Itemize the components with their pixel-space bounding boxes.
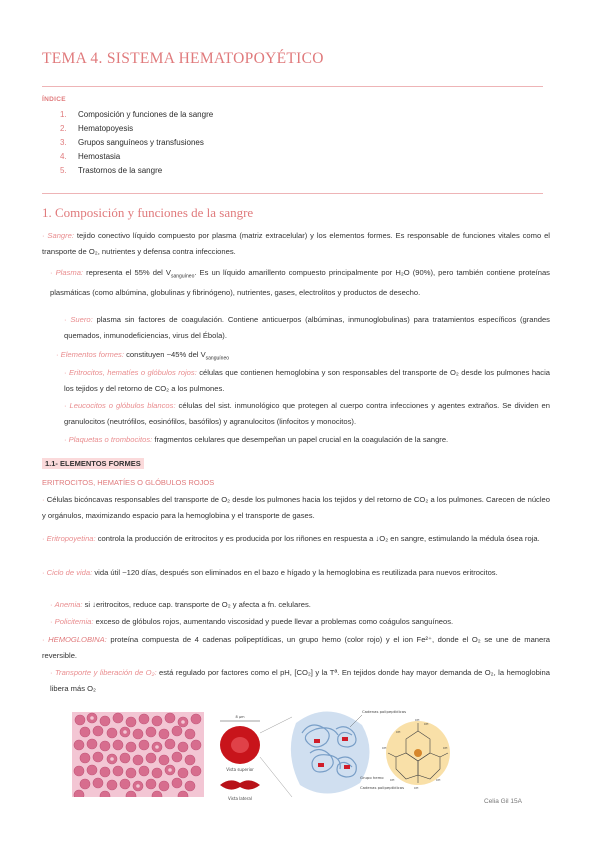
paragraph-eritropoyetina: · Eritropoyetina: controla la producción de eritrocitos y es producida por los riñones en respuesta a ↓O₂ en sangre, estimulando la médula ósea roja.: [42, 534, 540, 543]
paragraph-ciclo: · Ciclo de vida: vida útil ~120 días, después son eliminados en el bazo e hígado y la hemoglobina es reutilizada para nuevos eritrocitos.: [42, 568, 498, 577]
table-of-contents: [60, 108, 213, 178]
paragraph-transporte: · Transporte y liberación de O₂: está regulado por factores como el pH, [CO₂] y la Tª. En tejidos donde hay mayor demanda de O₂, la hemoglobina libera más O₂: [50, 668, 550, 693]
paragraph-anemia: · Anemia: si ↓eritrocitos, reduce cap. transporte de O₂ y afecta a fn. celulares.: [50, 600, 311, 609]
toc-item[interactable]: 4. Hemostasia: [60, 152, 121, 161]
svg-text:CH: CH: [382, 746, 387, 750]
page-footer: Celia Gil 15A: [484, 798, 522, 805]
index-divider: [42, 193, 543, 194]
subsection-heading: 1.1- ELEMENTOS FORMES: [42, 458, 144, 469]
label-vista-superior: Vista superior: [226, 767, 254, 772]
svg-text:8 μm: 8 μm: [235, 715, 245, 719]
page-title: TEMA 4. SISTEMA HEMATOPOYÉTICO: [42, 50, 324, 67]
paragraph-plasma: · Plasma: representa el 55% del $V_{sanguíneo}$. Es un líquido amarillento compuesto principalmente por H₂O (90%), pero también contiene proteínas plasmáticas (como albúmina, globulinas y fibrinógeno), nutrientes, gases, electrolitos y productos de desecho.: [50, 268, 550, 298]
paragraph-eritrocitos-intro: · Células bicóncavas responsables del transporte de O₂ desde los pulmones hacia los tejidos y del retorno de CO₂ a los pulmones. Carecen de núcleo y orgánulos, maximizando espacio para la hemoglobina y el transporte de gases.: [42, 495, 550, 520]
blood-smear-image: [72, 712, 204, 797]
label-hemo: Grupo hemo: [360, 775, 384, 780]
svg-text:CH: CH: [415, 718, 420, 722]
svg-text:CH: CH: [396, 730, 401, 734]
title-divider: [42, 86, 543, 87]
svg-text:CH: CH: [390, 778, 395, 782]
paragraph-formes: · Elementos formes: constituyen ~45% del $V_{sanguíneo}$: [56, 350, 230, 362]
toc-item[interactable]: 2. Hematopoyesis: [60, 124, 134, 133]
paragraph-suero: · Suero: plasma sin factores de coagulación. Contiene anticuerpos (albúminas, inmunoglobulinas) para tratamientos específicos (grandes quemados, inmunodeficiencias, virus del Ébola).: [64, 315, 550, 340]
toc-item[interactable]: 5. Trastornos de la sangre: [60, 166, 163, 175]
svg-text:CH: CH: [414, 786, 419, 790]
toc-item[interactable]: 3. Grupos sanguíneos y transfusiones: [60, 138, 204, 147]
svg-text:CH: CH: [443, 746, 448, 750]
paragraph-sangre: · Sangre: tejido conectivo líquido compuesto por plasma (matriz extracelular) y los elementos formes. Es responsable de funciones vitales como el transporte de O₂, nutrientes y defensa contra infecciones.: [42, 231, 550, 256]
svg-text:CH: CH: [424, 722, 429, 726]
section-heading: 1. Composición y funciones de la sangre: [42, 205, 254, 220]
label-vista-lateral: Vista lateral: [228, 796, 252, 801]
paragraph-hemoglobina: · HEMOGLOBINA: proteína compuesta de 4 cadenas polipeptídicas, un grupo hemo (color rojo) y el ion Fe²⁺, donde el O₂ se une de manera reversible.: [42, 635, 550, 660]
paragraph-plaquetas: · Plaquetas o trombocitos: fragmentos celulares que desempeñan un papel crucial en la coagulación de la sangre.: [64, 435, 449, 444]
paragraph-eritrocitos: · Eritrocitos, hematíes o glóbulos rojos: células que contienen hemoglobina y son responsables del transporte de O₂ desde los pulmones hacia los tejidos y del retorno de CO₂ a los pulmones.: [64, 368, 550, 393]
label-cadenas-top: Cadenas polipeptídicas: [362, 709, 407, 714]
paragraph-policitemia: · Policitemia: exceso de glóbulos rojos, aumentando viscosidad y puede llevar a problemas como coágulos sanguíneos.: [50, 617, 454, 626]
svg-text:CH: CH: [436, 778, 441, 782]
label-cadenas-bottom: Cadenas polipeptídicas: [360, 785, 405, 790]
paragraph-leucocitos: · Leucocitos o glóbulos blancos: células del sist. inmunológico que protegen al cuerpo contra infecciones y agentes extraños. Se dividen en granulocitos (neutrófilos, eosinófilos, basófilos) y agranulocitos (linfocitos y monocitos).: [64, 401, 550, 426]
subsubsection-heading: ERITROCITOS, HEMATÍES O GLÓBULOS ROJOS: [42, 478, 215, 487]
hemoglobin-diagram: [210, 703, 450, 803]
toc-item[interactable]: 1. Composición y funciones de la sangre: [60, 110, 214, 119]
index-label: ÍNDICE: [42, 96, 66, 103]
